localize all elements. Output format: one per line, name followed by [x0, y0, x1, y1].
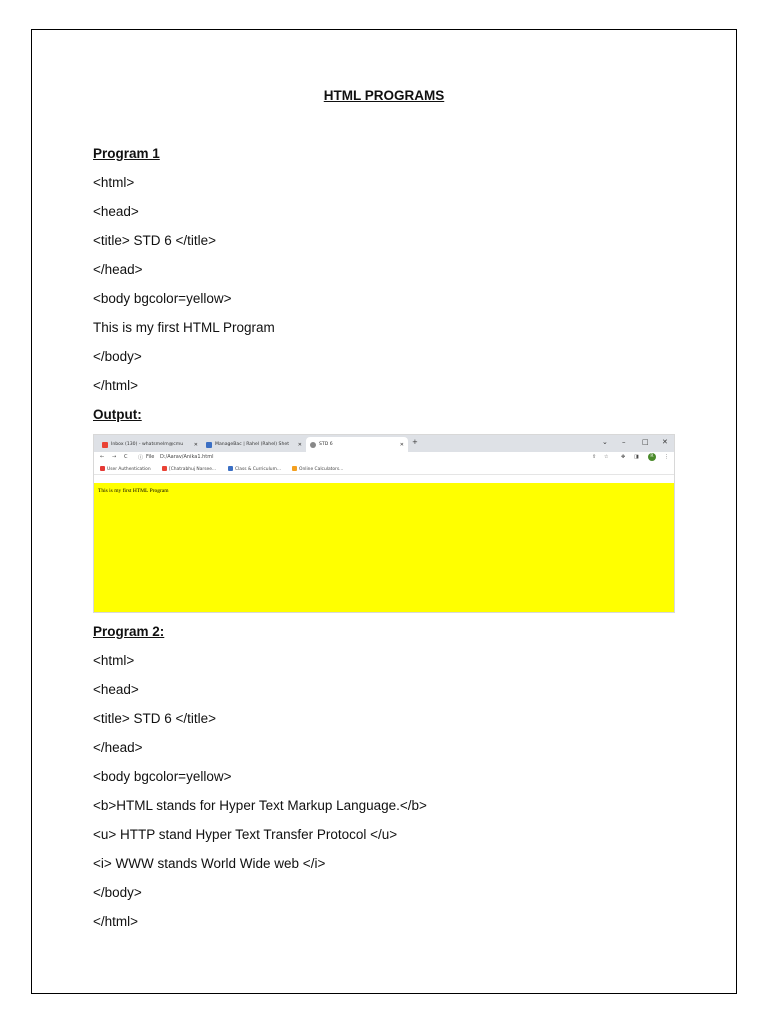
share-icon[interactable]: ⇪ — [592, 454, 597, 460]
bookmark-label: User Authentication — [107, 467, 151, 472]
minimize-icon[interactable]: – — [622, 438, 626, 446]
code-line: </body> — [93, 885, 142, 900]
browser-tab[interactable] — [202, 437, 306, 452]
code-line: <i> WWW stands World Wide web </i> — [93, 856, 326, 871]
close-icon[interactable]: ✕ — [193, 441, 198, 448]
code-line: <head> — [93, 204, 139, 219]
code-line: </head> — [93, 740, 143, 755]
address-input[interactable]: D:/Aarav/Anika1.html — [160, 454, 214, 460]
close-icon[interactable]: ✕ — [399, 441, 404, 448]
bookmark-label: Class & Curriculum... — [235, 467, 282, 472]
bookmarks-bar — [94, 464, 674, 475]
output-heading: Output: — [93, 407, 142, 422]
close-window-icon[interactable]: ✕ — [662, 438, 668, 446]
document-title: HTML PROGRAMS — [323, 88, 445, 103]
code-line: <title> STD 6 </title> — [93, 711, 217, 726]
managebac-icon — [228, 466, 233, 471]
extensions-icon[interactable]: ✥ — [621, 454, 626, 460]
bookmark-item[interactable] — [228, 466, 281, 472]
address-bar — [94, 452, 674, 464]
code-line: <b>HTML stands for Hyper Text Markup Language.</b> — [93, 798, 427, 813]
code-line: </html> — [93, 914, 139, 929]
info-icon: ⓘ — [138, 455, 144, 461]
code-line: <body bgcolor=yellow> — [93, 769, 232, 784]
globe-icon — [310, 442, 316, 448]
tab-label: Inbox (130) - whatsmelm@cmu — [111, 442, 184, 447]
program-1-heading: Program 1 — [93, 146, 160, 161]
code-line: This is my first HTML Program — [93, 320, 275, 335]
forward-icon[interactable]: → — [112, 454, 117, 460]
maximize-icon[interactable]: □ — [642, 438, 649, 446]
bookmark-label: Online Calculators... — [299, 467, 344, 472]
address-scheme: File — [146, 454, 155, 460]
reload-icon[interactable]: C — [124, 454, 128, 460]
star-icon[interactable]: ☆ — [604, 454, 609, 460]
close-icon[interactable]: ✕ — [297, 441, 302, 448]
sidepanel-icon[interactable]: ◨ — [634, 454, 639, 460]
bookmark-item[interactable] — [162, 466, 216, 472]
code-line: </body> — [93, 349, 142, 364]
gmail-icon — [162, 466, 167, 471]
tab-label: STD 6 — [319, 442, 333, 447]
code-line: <html> — [93, 653, 135, 668]
rendered-page-text: This is my first HTML Program — [98, 488, 169, 494]
code-line: <body bgcolor=yellow> — [93, 291, 232, 306]
rendered-page-area — [94, 483, 674, 613]
browser-tab[interactable] — [98, 437, 202, 452]
code-line: </head> — [93, 262, 143, 277]
flag-icon — [100, 466, 105, 471]
menu-icon[interactable]: ⋮ — [664, 454, 669, 460]
code-line: <u> HTTP stand Hyper Text Transfer Protocol </u> — [93, 827, 398, 842]
browser-tab-bar — [94, 435, 674, 452]
profile-avatar[interactable]: R — [648, 453, 656, 461]
code-line: <head> — [93, 682, 139, 697]
bookmark-item[interactable] — [292, 466, 343, 472]
new-tab-button[interactable]: + — [412, 438, 418, 446]
code-line: <html> — [93, 175, 135, 190]
browser-tab-active[interactable] — [306, 437, 408, 452]
bookmark-item[interactable] — [100, 466, 151, 472]
code-line: <title> STD 6 </title> — [93, 233, 217, 248]
bookmark-label: [Chatrabhuj Narsee... — [169, 467, 217, 472]
output-screenshot — [93, 434, 675, 613]
calculator-icon — [292, 466, 297, 471]
program-2-heading: Program 2: — [93, 624, 165, 639]
tab-search-icon[interactable]: ⌄ — [602, 438, 608, 446]
managebac-icon — [206, 442, 212, 448]
tab-label: ManageBac | Rahel (Rahel) Shet — [215, 442, 290, 447]
code-line: </html> — [93, 378, 139, 393]
back-icon[interactable]: ← — [100, 454, 105, 460]
gmail-icon — [102, 442, 108, 448]
